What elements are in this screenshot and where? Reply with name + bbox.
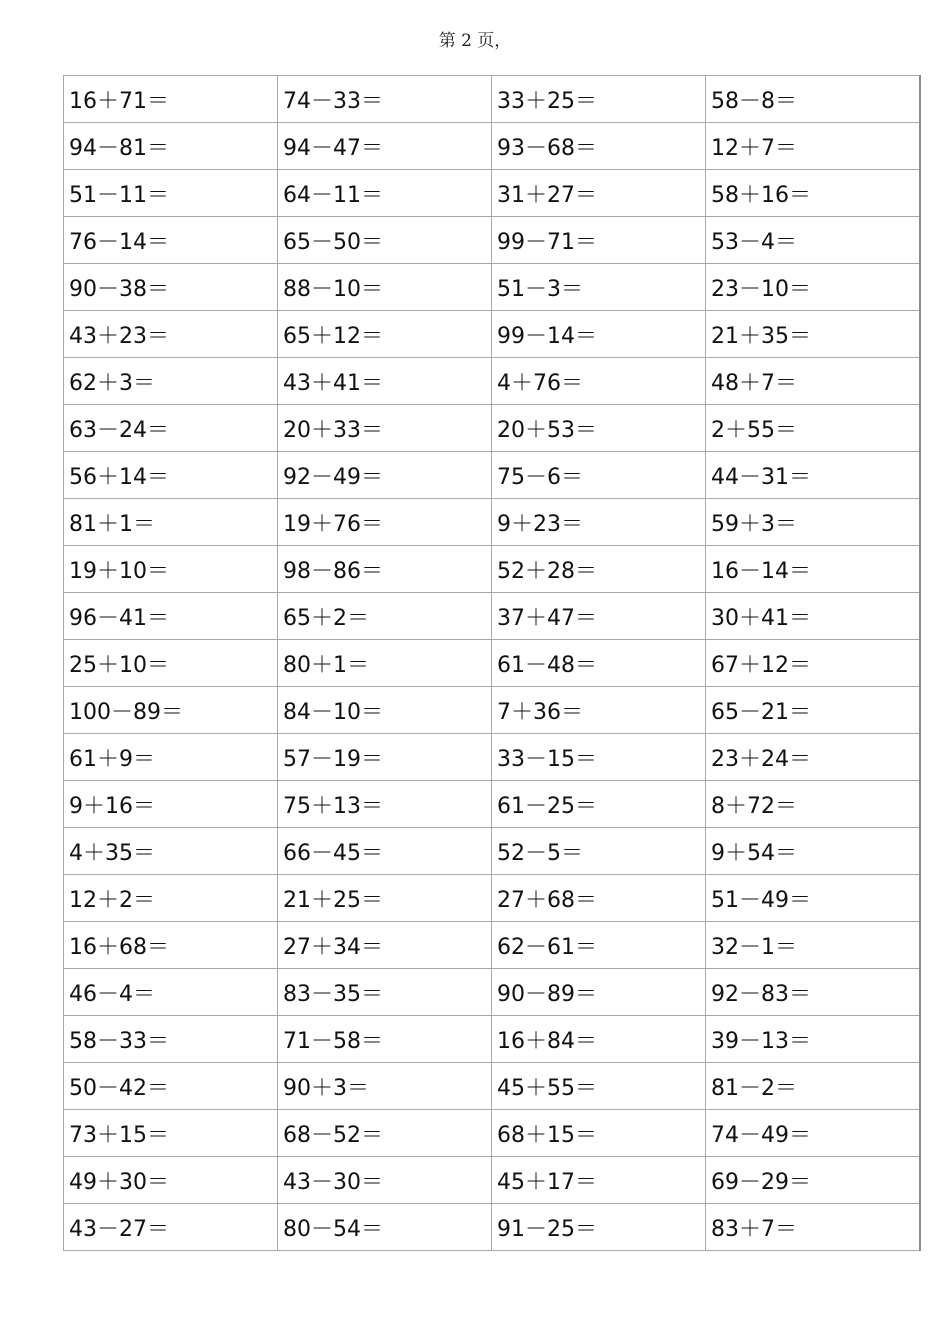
problem-cell: 96－41＝: [64, 593, 278, 640]
problem-cell: 58＋16＝: [706, 170, 920, 217]
worksheet-row: [64, 640, 920, 687]
problem-cell: 50－42＝: [64, 1063, 278, 1110]
problem-cell: 52－5＝: [492, 828, 706, 875]
worksheet-row: [64, 405, 920, 452]
worksheet-row: [64, 499, 920, 546]
problem-cell: 16＋68＝: [64, 922, 278, 969]
worksheet-row: [64, 358, 920, 405]
problem-cell: 27＋34＝: [278, 922, 492, 969]
problem-cell: 16＋84＝: [492, 1016, 706, 1063]
problem-cell: 23－10＝: [706, 264, 920, 311]
problem-cell: 23＋24＝: [706, 734, 920, 781]
problem-cell: 30＋41＝: [706, 593, 920, 640]
problem-cell: 19＋10＝: [64, 546, 278, 593]
problem-cell: 57－19＝: [278, 734, 492, 781]
problem-cell: 81＋1＝: [64, 499, 278, 546]
problem-cell: 19＋76＝: [278, 499, 492, 546]
problem-cell: 91－25＝: [492, 1204, 706, 1251]
problem-cell: 76－14＝: [64, 217, 278, 264]
problem-cell: 27＋68＝: [492, 875, 706, 922]
worksheet-row: [64, 875, 920, 922]
problem-cell: 94－81＝: [64, 123, 278, 170]
problem-cell: 21＋25＝: [278, 875, 492, 922]
worksheet-row: [64, 546, 920, 593]
problem-cell: 62－61＝: [492, 922, 706, 969]
problem-cell: 12＋7＝: [706, 123, 920, 170]
worksheet-row: [64, 264, 920, 311]
problem-cell: 64－11＝: [278, 170, 492, 217]
worksheet-row: [64, 687, 920, 734]
problem-cell: 63－24＝: [64, 405, 278, 452]
problem-cell: 75＋13＝: [278, 781, 492, 828]
problem-cell: 81－2＝: [706, 1063, 920, 1110]
problem-cell: 83－35＝: [278, 969, 492, 1016]
problem-cell: 65－50＝: [278, 217, 492, 264]
problem-cell: 74－49＝: [706, 1110, 920, 1157]
problem-cell: 71－58＝: [278, 1016, 492, 1063]
arithmetic-worksheet-table: [63, 75, 921, 1251]
problem-cell: 80－54＝: [278, 1204, 492, 1251]
worksheet-row: [64, 170, 920, 217]
problem-cell: 39－13＝: [706, 1016, 920, 1063]
problem-cell: 45＋17＝: [492, 1157, 706, 1204]
problem-cell: 43＋41＝: [278, 358, 492, 405]
worksheet-row: [64, 1157, 920, 1204]
page-number-header: 第 2 页，: [438, 31, 512, 51]
problem-cell: 48＋7＝: [706, 358, 920, 405]
problem-cell: 61－48＝: [492, 640, 706, 687]
worksheet-row: [64, 1204, 920, 1251]
problem-cell: 65＋2＝: [278, 593, 492, 640]
problem-cell: 62＋3＝: [64, 358, 278, 405]
problem-cell: 65－21＝: [706, 687, 920, 734]
worksheet-row: [64, 922, 920, 969]
problem-cell: 33－15＝: [492, 734, 706, 781]
problem-cell: 51－11＝: [64, 170, 278, 217]
worksheet-row: [64, 828, 920, 875]
problem-cell: 7＋36＝: [492, 687, 706, 734]
problem-cell: 56＋14＝: [64, 452, 278, 499]
problem-cell: 58－33＝: [64, 1016, 278, 1063]
problem-cell: 16＋71＝: [64, 76, 278, 123]
problem-cell: 43－27＝: [64, 1204, 278, 1251]
problem-cell: 43＋23＝: [64, 311, 278, 358]
problem-cell: 9＋16＝: [64, 781, 278, 828]
problem-cell: 65＋12＝: [278, 311, 492, 358]
problem-cell: 52＋28＝: [492, 546, 706, 593]
problem-cell: 84－10＝: [278, 687, 492, 734]
problem-cell: 25＋10＝: [64, 640, 278, 687]
problem-cell: 43－30＝: [278, 1157, 492, 1204]
problem-cell: 53－4＝: [706, 217, 920, 264]
problem-cell: 49＋30＝: [64, 1157, 278, 1204]
problem-cell: 8＋72＝: [706, 781, 920, 828]
problem-cell: 94－47＝: [278, 123, 492, 170]
problem-cell: 92－49＝: [278, 452, 492, 499]
problem-cell: 73＋15＝: [64, 1110, 278, 1157]
problem-cell: 32－1＝: [706, 922, 920, 969]
problem-cell: 33＋25＝: [492, 76, 706, 123]
problem-cell: 59＋3＝: [706, 499, 920, 546]
problem-cell: 31＋27＝: [492, 170, 706, 217]
problem-cell: 80＋1＝: [278, 640, 492, 687]
problem-cell: 98－86＝: [278, 546, 492, 593]
worksheet-row: [64, 123, 920, 170]
problem-cell: 93－68＝: [492, 123, 706, 170]
problem-cell: 100－89＝: [64, 687, 278, 734]
problem-cell: 21＋35＝: [706, 311, 920, 358]
problem-cell: 9＋54＝: [706, 828, 920, 875]
problem-cell: 90－89＝: [492, 969, 706, 1016]
problem-cell: 20＋33＝: [278, 405, 492, 452]
worksheet-row: [64, 734, 920, 781]
problem-cell: 46－4＝: [64, 969, 278, 1016]
problem-cell: 2＋55＝: [706, 405, 920, 452]
worksheet-row: [64, 781, 920, 828]
problem-cell: 61－25＝: [492, 781, 706, 828]
problem-cell: 20＋53＝: [492, 405, 706, 452]
problem-cell: 44－31＝: [706, 452, 920, 499]
problem-cell: 75－6＝: [492, 452, 706, 499]
worksheet-row: [64, 1110, 920, 1157]
problem-cell: 51－3＝: [492, 264, 706, 311]
problem-cell: 90－38＝: [64, 264, 278, 311]
problem-cell: 12＋2＝: [64, 875, 278, 922]
worksheet-row: [64, 969, 920, 1016]
problem-cell: 67＋12＝: [706, 640, 920, 687]
problem-cell: 61＋9＝: [64, 734, 278, 781]
problem-cell: 69－29＝: [706, 1157, 920, 1204]
worksheet-body: [64, 76, 920, 1251]
problem-cell: 92－83＝: [706, 969, 920, 1016]
problem-cell: 58－8＝: [706, 76, 920, 123]
problem-cell: 9＋23＝: [492, 499, 706, 546]
problem-cell: 99－71＝: [492, 217, 706, 264]
problem-cell: 90＋3＝: [278, 1063, 492, 1110]
problem-cell: 51－49＝: [706, 875, 920, 922]
worksheet-row: [64, 1063, 920, 1110]
problem-cell: 68＋15＝: [492, 1110, 706, 1157]
problem-cell: 45＋55＝: [492, 1063, 706, 1110]
problem-cell: 74－33＝: [278, 76, 492, 123]
worksheet-row: [64, 311, 920, 358]
problem-cell: 99－14＝: [492, 311, 706, 358]
worksheet-row: [64, 217, 920, 264]
problem-cell: 68－52＝: [278, 1110, 492, 1157]
problem-cell: 37＋47＝: [492, 593, 706, 640]
worksheet-row: [64, 76, 920, 123]
problem-cell: 83＋7＝: [706, 1204, 920, 1251]
problem-cell: 4＋76＝: [492, 358, 706, 405]
worksheet-row: [64, 452, 920, 499]
problem-cell: 4＋35＝: [64, 828, 278, 875]
worksheet-row: [64, 1016, 920, 1063]
problem-cell: 16－14＝: [706, 546, 920, 593]
problem-cell: 66－45＝: [278, 828, 492, 875]
problem-cell: 88－10＝: [278, 264, 492, 311]
worksheet-row: [64, 593, 920, 640]
